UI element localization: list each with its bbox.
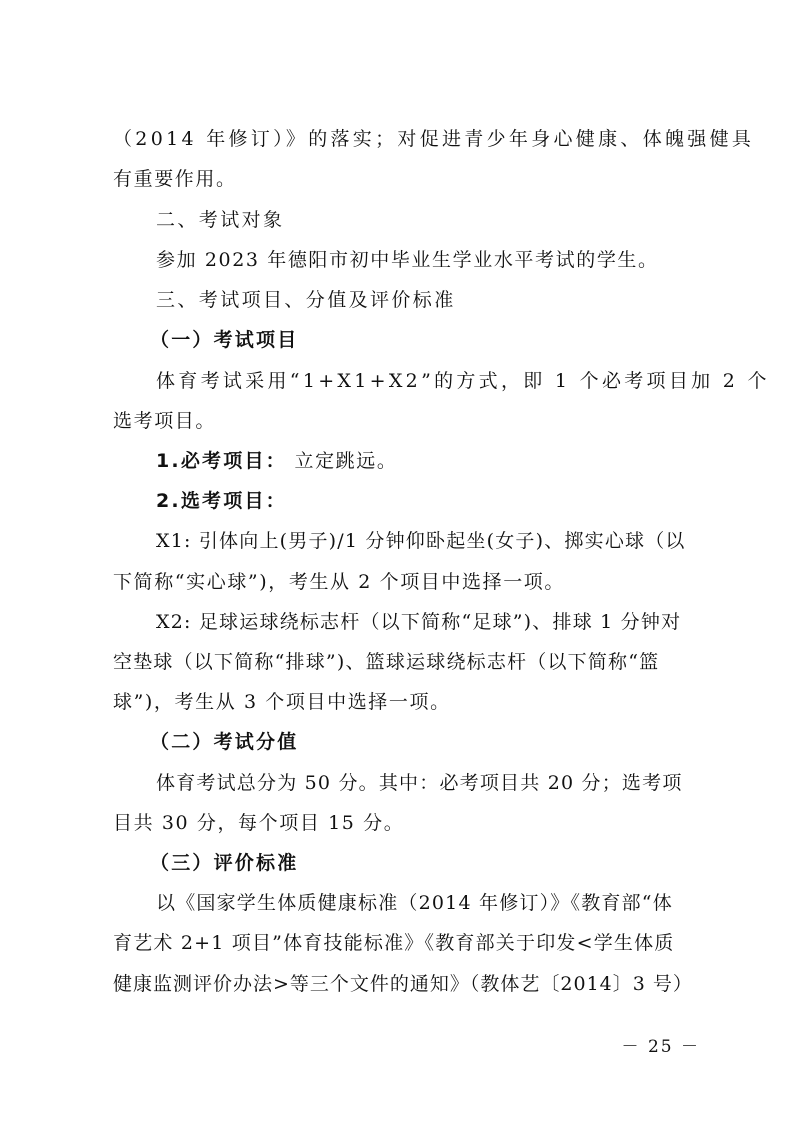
paragraph-line: 育艺术 2+1 项目”体育技能标准》《教育部关于印发<学生体质 bbox=[113, 932, 675, 954]
paragraph-line: 有重要作用。 bbox=[113, 168, 237, 190]
paragraph-line: 以《国家学生体质健康标准（2014 年修订）》《教育部“体 bbox=[156, 892, 673, 914]
section-heading: 二、考试对象 bbox=[156, 209, 285, 231]
paragraph-line: 健康监测评价办法>等三个文件的通知》（教体艺〔2014〕3 号） bbox=[113, 973, 693, 995]
item-line bbox=[156, 448, 746, 474]
paragraph-line: 目共 30 分，每个项目 15 分。 bbox=[113, 812, 405, 834]
paragraph-line: （2014 年修订）》的落实；对促进青少年身心健康、体魄强健具 bbox=[113, 128, 755, 150]
item-text: 立定跳远。 bbox=[294, 450, 398, 472]
subsection-heading: （三）评价标准 bbox=[150, 852, 299, 874]
item-label: 1.必考项目： bbox=[156, 450, 287, 472]
item-label: 2.选考项目： bbox=[156, 490, 287, 512]
paragraph-line: X1: 引体向上(男子)/1 分钟仰卧起坐(女子)、掷实心球（以 bbox=[156, 530, 686, 552]
page-number: － 25 － bbox=[621, 1037, 700, 1057]
paragraph-line: 体育考试采用“1+X1+X2”的方式，即 1 个必考项目加 2 个 bbox=[156, 370, 770, 392]
subsection-heading: （二）考试分值 bbox=[150, 731, 299, 753]
paragraph-line: 选考项目。 bbox=[113, 410, 217, 432]
section-heading: 三、考试项目、分值及评价标准 bbox=[156, 289, 456, 311]
paragraph-line: 空垫球（以下简称“排球”)、篮球运球绕标志杆（以下简称“篮 bbox=[113, 651, 660, 673]
paragraph-line: 体育考试总分为 50 分。其中：必考项目共 20 分；选考项 bbox=[156, 772, 683, 794]
paragraph-line: 球”)，考生从 3 个项目中选择一项。 bbox=[113, 691, 451, 713]
subsection-heading: （一）考试项目 bbox=[150, 329, 299, 351]
paragraph-line: 参加 2023 年德阳市初中毕业生学业水平考试的学生。 bbox=[156, 249, 659, 271]
paragraph-line: X2: 足球运球绕标志杆（以下简称“足球”)、排球 1 分钟对 bbox=[156, 611, 682, 633]
paragraph-line: 下简称“实心球”)，考生从 2 个项目中选择一项。 bbox=[113, 571, 566, 593]
